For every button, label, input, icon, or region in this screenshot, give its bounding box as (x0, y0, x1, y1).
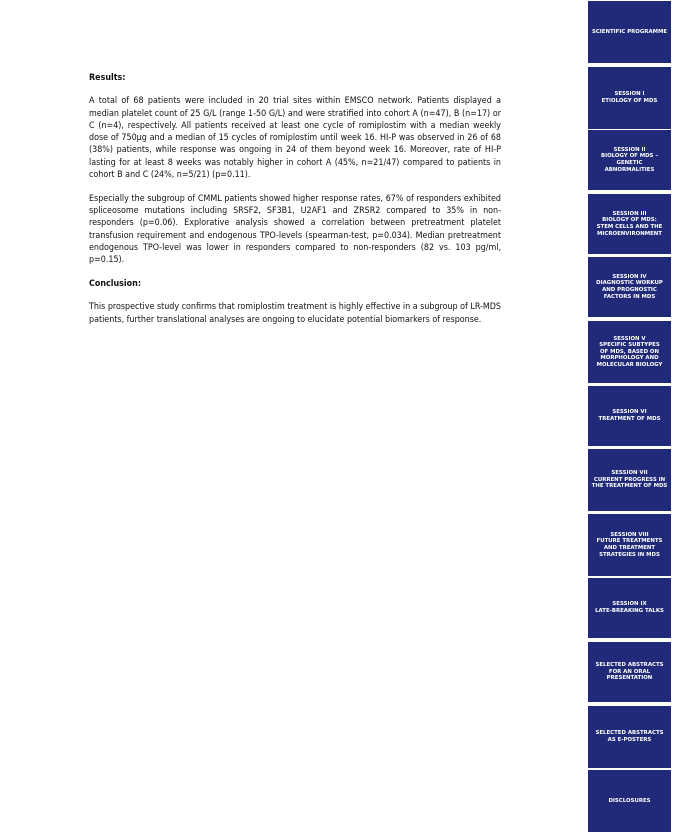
results-heading: Results: (89, 73, 126, 83)
tab-label: SESSION II BIOLOGY OF MDS – GENETIC ABNORMALITIES (600, 146, 659, 173)
sidebar-navigation (588, 0, 676, 832)
tab-label: DISCLOSURES (608, 797, 651, 804)
tab-session-2[interactable] (588, 130, 671, 190)
conclusion-heading: Conclusion: (89, 279, 142, 290)
tab-session-6[interactable] (588, 386, 671, 446)
tab-disclosures[interactable] (588, 770, 671, 832)
tab-selected-abstracts-oral[interactable] (588, 642, 671, 702)
tab-session-1[interactable] (588, 67, 671, 129)
tab-session-7[interactable] (588, 449, 671, 511)
tab-label: SELECTED ABSTRACTS AS E-POSTERS (595, 730, 664, 743)
tab-label: SESSION IX LATE-BREAKING TALKS (595, 601, 664, 614)
tab-label: SESSION VII CURRENT PROGRESS IN THE TREATMENT OF MDS (591, 470, 668, 490)
tab-label: SESSION I ETIOLOGY OF MDS (601, 91, 658, 104)
tab-label: SESSION VIII FUTURE TREATMENTS AND TREATMENT STRATEGIES IN MDS (596, 531, 663, 558)
tab-label: SCIENTIFIC PROGRAMME (591, 28, 668, 35)
tab-session-4[interactable] (588, 257, 671, 317)
abstract-body (89, 72, 501, 338)
tab-session-3[interactable] (588, 194, 671, 254)
tab-session-5[interactable] (588, 321, 671, 383)
tab-label: SESSION VI TREATMENT OF MDS (598, 409, 661, 422)
tab-label: SESSION III BIOLOGY OF MDS: STEM CELLS AND THE MICROENVIRONMENT (596, 210, 663, 237)
tab-session-8[interactable] (588, 514, 671, 576)
tab-label: SESSION V SPECIFIC SUBTYPES OF MDS, BASED ON MORPHOLOGY AND MOLECULAR BIOLOGY (596, 335, 663, 368)
results-paragraph-2: Especially the subgroup of CMML patients showed higher response rates, 67% of responders exhibited spliceosome mutations including SRSF2, SF3B1, U2AF1 and ZRSR2 compared to 35% in non-responders (p=0.06). Explorative analysis showed a correlation between pretreatment platelet transfusion requirement and endogenous TPO-levels (spearman-test, p=0.034). Median pretreatment endogenous TPO-level was lower in responders compared to non-responders (82 vs. 103 pg/ml, p=0.15). (89, 193, 501, 266)
tab-label: SELECTED ABSTRACTS FOR AN ORAL PRESENTATION (595, 662, 664, 682)
results-paragraph-1: A total of 68 patients were included in 20 trial sites within EMSCO network. Patients displayed a median platelet count of 25 G/L (range 1-50 G/L) and were stratified into cohort A (n=47), B (n=17) or C (n=4), respectively. All patients received at least one cycle of romiplostim with a median weekly dose of 750µg and a median of 15 cycles of romiplostim until week 16. HI-P was observed in 26 of 68 (38%) patients, while response was ongoing in 24 of them beyond week 16. Moreover, rate of HI-P lasting for at least 8 weeks was notably higher in cohort A (45%, n=21/47) compared to patients in cohort B and C (24%, n=5/21) (p=0.11). (89, 96, 501, 181)
tab-label: SESSION IV DIAGNOSTIC WORKUP AND PROGNOSTIC FACTORS IN MDS (596, 273, 663, 300)
conclusion-paragraph: This prospective study confirms that romiplostim treatment is highly effective in a subgroup of LR-MDS patients, further translational analyses are ongoing to elucidate potential biomarkers of response. (89, 302, 501, 325)
tab-selected-abstracts-eposters[interactable] (588, 706, 671, 768)
tab-scientific-programme[interactable] (588, 1, 671, 63)
tab-session-9[interactable] (588, 578, 671, 638)
